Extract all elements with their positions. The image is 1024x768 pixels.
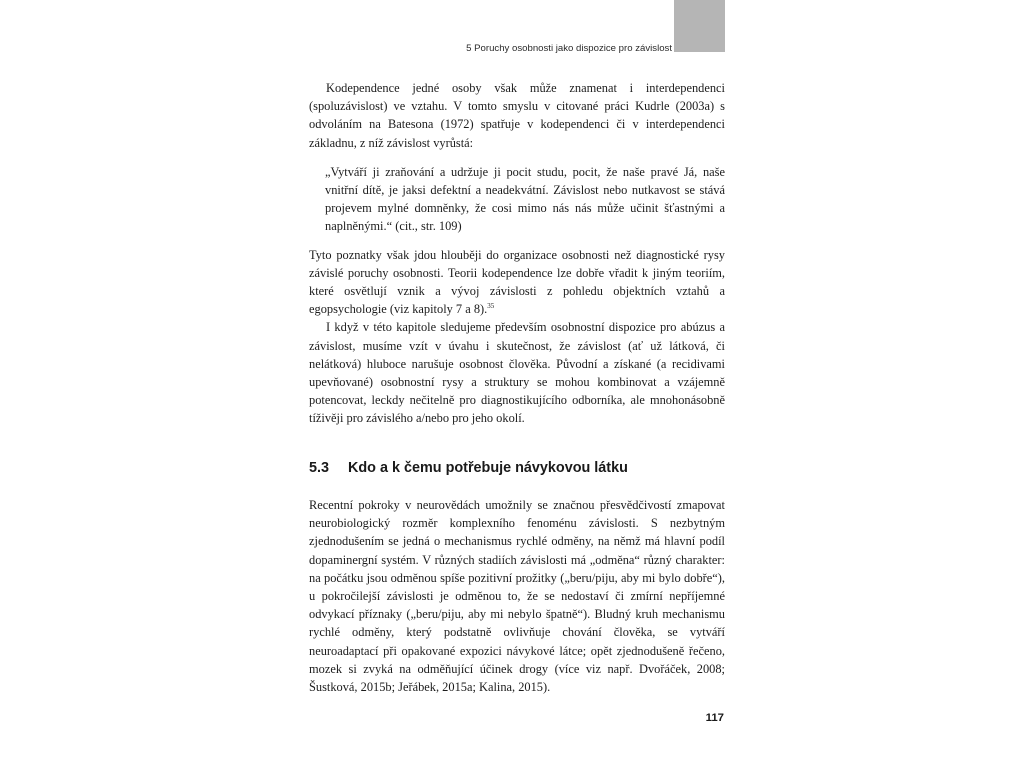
paragraph-4: Recentní pokroky v neurovědách umožnily se značnou přesvědčivostí zmapovat neurobiologický rozměr komplexního fenoménu závislosti. S nezbytným zjednodušením se jedná o mechanismus rychlé odměny, na němž má hlavní podíl dopaminergní systém. V různých stadiích závislosti má „odměna“ různý charakter: na počátku jsou odměnou spíše pozitivní prožitky („beru/piju, aby mi bylo dobře“), u pokročilejší závislosti je odměnou to, že se nedostaví či zmírní nepříjemné odvykací příznaky („beru/piju, aby mi nebylo špatně“). Bludný kruh mechanismu rychlé odměny, který podstatně ovlivňuje chování člověka, se vytváří neuroadaptací při opakované expozici návykové látce; opět zjednodušeně řečeno, mozek si zvyká na odměňující účinek drogy (více viz např. Dvořáček, 2008; Šustková, 2015b; Jeřábek, 2015a; Kalina, 2015). — [309, 498, 725, 695]
paragraph-2 — [309, 246, 725, 319]
running-head: 5 Poruchy osobnosti jako dispozice pro závislost — [466, 43, 672, 54]
section-body — [309, 496, 725, 696]
paragraph-2-text: Tyto poznatky však jdou hlouběji do organizace osobnosti než diagnostické rysy závislé poruchy osobnosti. Teorii kodependence lze dobře vřadit k jiným teoriím, které osvětlují vznik a vývoj závislosti z pohledu objektních vztahů a egopsychologie (viz kapitoly 7 a 8). — [309, 247, 725, 317]
block-quote: „Vytváří ji zraňování a udržuje ji pocit studu, pocit, že naše pravé Já, naše vnitřní dítě, je jaksi defektní a neadekvátní. Závislost nebo nutkavost se stává projevem mylné domněnky, že cosi mimo nás nás může učinit šťastnými a naplněnými.“ (cit., str. 109) — [325, 164, 725, 234]
section-title: Kdo a k čemu potřebuje návykovou látku — [348, 460, 628, 476]
page-number: 117 — [705, 712, 724, 724]
section-heading — [309, 460, 628, 476]
paragraph-1: Kodependence jedné osoby však může znamenat i interdependenci (spoluzávislost) ve vztahu. V tomto smyslu v citované práci Kudrle (2003a) s odvoláním na Batesona (1972) spatřuje v kodependenci či v interdependenci základnu, z níž závislost vyrůstá: — [309, 81, 725, 150]
paragraph-3: I když v této kapitole sledujeme především osobnostní dispozice pro abúzus a závislost, musíme vzít v úvahu i skutečnost, že závislost (ať už látková, či nelátková) hluboce narušuje osobnost člověka. Původní a získané (a recidivami upevňované) osobnostní rysy a struktury se mohou kombinovat a vzájemně potencovat, leckdy nečitelně pro diagnostikujícího odborníka, ale mnohonásobně tíživěji pro závislého a/nebo pro jeho okolí. — [309, 320, 725, 426]
page-body — [309, 79, 725, 428]
footnote-marker: 35 — [487, 302, 495, 311]
section-number: 5.3 — [309, 460, 330, 476]
chapter-tab-marker — [674, 0, 725, 52]
